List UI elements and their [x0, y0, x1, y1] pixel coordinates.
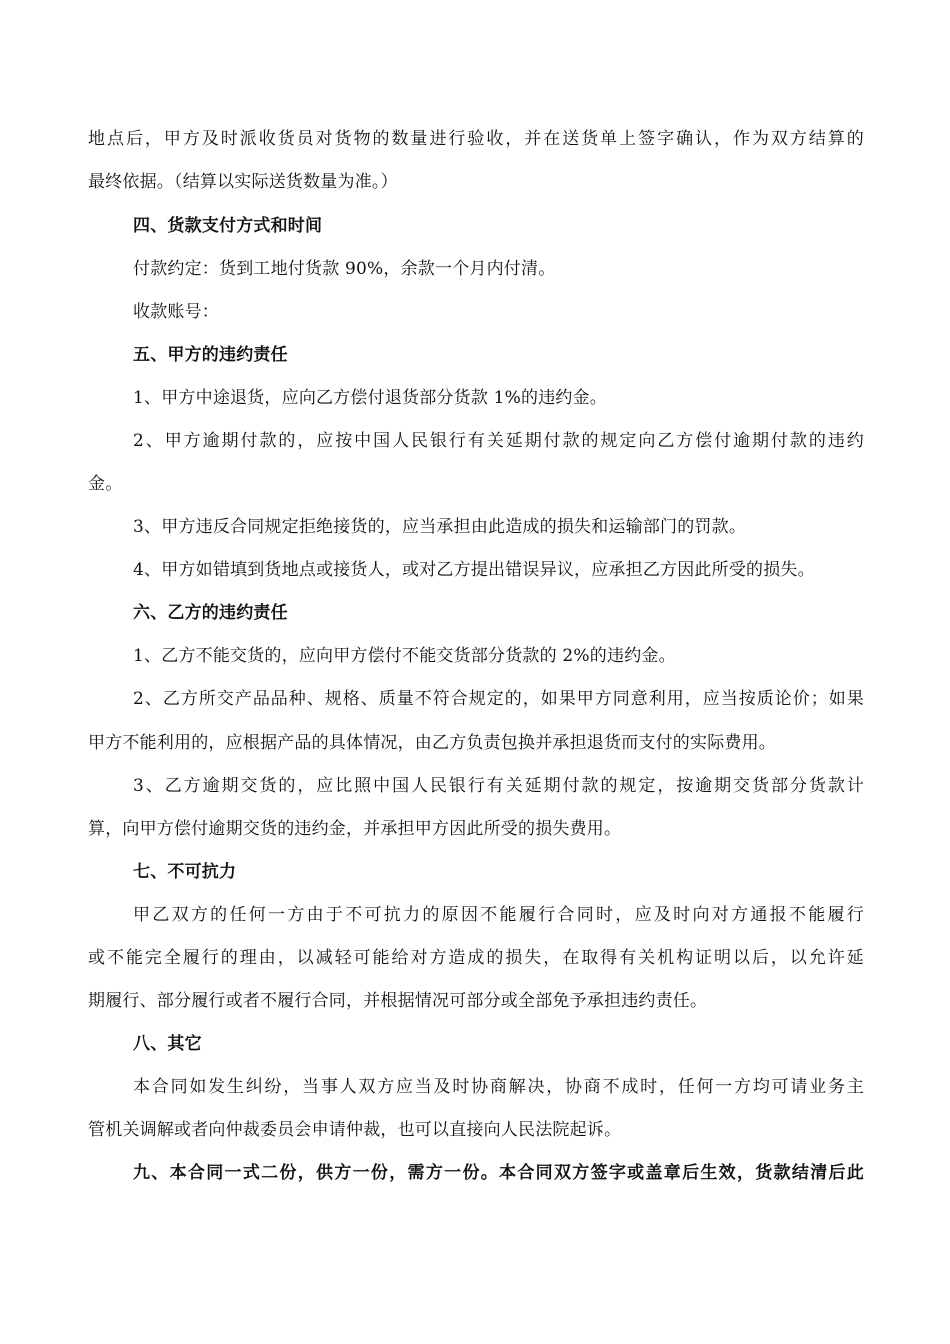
- section-heading-9: 九、本合同一式二份，供方一份，需方一份。本合同双方签字或盖章后生效，货款结清后此: [133, 1163, 864, 1183]
- paragraph-line: 本合同如发生纠纷，当事人双方应当及时协商解决，协商不成时，任何一方均可请业务主: [133, 1077, 864, 1097]
- paragraph-line: 3、甲方违反合同规定拒绝接货的，应当承担由此造成的损失和运输部门的罚款。: [133, 517, 747, 537]
- paragraph-line: 管机关调解或者向仲裁委员会申请仲裁，也可以直接向人民法院起诉。: [88, 1120, 622, 1140]
- paragraph-line: 最终依据。（结算以实际送货数量为准。）: [88, 172, 398, 192]
- paragraph-line: 甲乙双方的任何一方由于不可抗力的原因不能履行合同时，应及时向对方通报不能履行: [133, 905, 864, 925]
- paragraph-line: 2、甲方逾期付款的，应按中国人民银行有关延期付款的规定向乙方偿付逾期付款的违约: [133, 431, 864, 451]
- paragraph-line: 算，向甲方偿付逾期交货的违约金，并承担甲方因此所受的损失费用。: [88, 819, 622, 839]
- paragraph-line: 2、乙方所交产品品种、规格、质量不符合规定的，如果甲方同意利用，应当按质论价；如果: [133, 689, 864, 709]
- paragraph-line: 期履行、部分履行或者不履行合同，并根据情况可部分或全部免予承担违约责任。: [88, 991, 708, 1011]
- paragraph-line: 付款约定：货到工地付货款 90%，余款一个月内付清。: [133, 259, 556, 279]
- section-heading-6: 六、乙方的违约责任: [133, 603, 288, 623]
- paragraph-line: 甲方不能利用的，应根据产品的具体情况，由乙方负责包换并承担退货而支付的实际费用。: [88, 733, 776, 753]
- paragraph-line: 金。: [88, 474, 123, 494]
- paragraph-line: 或不能完全履行的理由，以减轻可能给对方造成的损失，在取得有关机构证明以后，以允许延: [88, 948, 864, 968]
- section-heading-4: 四、货款支付方式和时间: [133, 216, 323, 236]
- section-heading-7: 七、不可抗力: [133, 862, 237, 882]
- paragraph-line: 收款账号：: [133, 302, 219, 322]
- paragraph-line: 4、甲方如错填到货地点或接货人，或对乙方提出错误异议，应承担乙方因此所受的损失。: [133, 560, 815, 580]
- section-heading-5: 五、甲方的违约责任: [133, 345, 288, 365]
- paragraph-line: 1、甲方中途退货，应向乙方偿付退货部分货款 1%的违约金。: [133, 388, 607, 408]
- paragraph-line: 3、乙方逾期交货的，应比照中国人民银行有关延期付款的规定，按逾期交货部分货款计: [133, 776, 864, 796]
- section-heading-8: 八、其它: [133, 1034, 202, 1054]
- paragraph-line: 地点后，甲方及时派收货员对货物的数量进行验收，并在送货单上签字确认，作为双方结算的: [88, 129, 864, 149]
- paragraph-line: 1、乙方不能交货的，应向甲方偿付不能交货部分货款的 2%的违约金。: [133, 646, 676, 666]
